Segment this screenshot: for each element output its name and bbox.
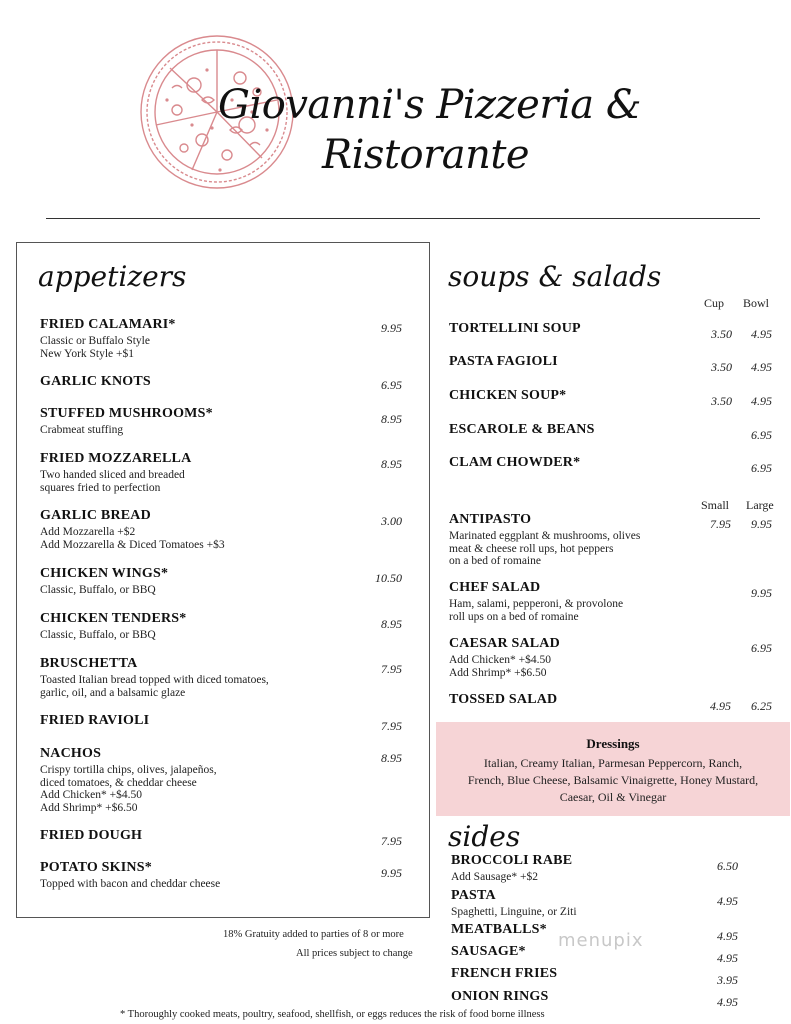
appetizer-description: squares fried to perfection — [40, 481, 161, 494]
appetizer-name: GARLIC KNOTS — [40, 374, 151, 389]
appetizer-description: Two handed sliced and breaded — [40, 469, 185, 481]
soup-name: TORTELLINI SOUP — [449, 321, 581, 336]
soup-bowl-price: 6.95 — [751, 461, 772, 475]
appetizer-description: Add Mozzarella +$2 — [40, 526, 136, 538]
side-description: Spaghetti, Linguine, or Ziti — [451, 906, 577, 918]
appetizer-price: 7.95 — [381, 662, 402, 676]
bowl-column-label: Bowl — [743, 296, 770, 310]
salad-large-price: 6.95 — [751, 641, 772, 655]
soup-name: CHICKEN SOUP* — [449, 388, 567, 403]
appetizer-name: BRUSCHETTA — [40, 656, 138, 671]
dressings-line: French, Blue Cheese, Balsamic Vinaigrette, Honey Mustard, — [467, 773, 759, 787]
prices-note: All prices subject to change — [296, 948, 413, 959]
header-divider — [46, 218, 760, 219]
side-price: 4.95 — [717, 995, 738, 1009]
appetizer-price: 7.95 — [381, 719, 402, 733]
appetizer-description: Classic or Buffalo Style — [40, 335, 150, 347]
side-price: 6.50 — [717, 859, 738, 873]
soup-name: ESCAROLE & BEANS — [449, 422, 595, 437]
side-name: SAUSAGE* — [451, 944, 526, 959]
soups-salads-heading: soups & salads — [448, 260, 662, 293]
appetizer-description: Topped with bacon and cheddar cheese — [40, 878, 221, 890]
appetizer-price: 6.95 — [381, 378, 402, 392]
appetizer-description: Toasted Italian bread topped with diced tomatoes, — [40, 674, 269, 686]
appetizer-description: Classic, Buffalo, or BBQ — [40, 629, 156, 641]
side-price: 4.95 — [717, 951, 738, 965]
salad-description: Ham, salami, pepperoni, & provolone — [449, 598, 624, 610]
soup-cup-price: 3.50 — [711, 360, 732, 374]
salad-description: on a bed of romaine — [449, 555, 541, 567]
sides-heading: sides — [448, 820, 521, 853]
appetizer-description: Add Mozzarella & Diced Tomatoes +$3 — [40, 538, 225, 551]
appetizer-name: FRIED DOUGH — [40, 828, 143, 843]
appetizer-price: 8.95 — [381, 751, 402, 765]
side-price: 4.95 — [717, 894, 738, 908]
dressings-title: Dressings — [586, 736, 640, 751]
appetizer-name: GARLIC BREAD — [40, 508, 151, 523]
salad-large-price: 9.95 — [751, 517, 772, 531]
appetizer-description: Add Shrimp* +$6.50 — [40, 801, 138, 814]
appetizer-price: 10.50 — [375, 571, 402, 585]
salad-small-price: 4.95 — [710, 699, 731, 713]
soup-bowl-price: 4.95 — [751, 394, 772, 408]
side-name: BROCCOLI RABE — [451, 853, 573, 868]
appetizer-name: FRIED CALAMARI* — [40, 317, 176, 332]
appetizer-description: Classic, Buffalo, or BBQ — [40, 584, 156, 596]
appetizer-name: FRIED MOZZARELLA — [40, 451, 192, 466]
side-name: PASTA — [451, 888, 496, 903]
restaurant-title-line1: Giovanni's Pizzeria & — [218, 82, 641, 128]
appetizer-name: POTATO SKINS* — [40, 860, 152, 875]
salad-name: CHEF SALAD — [449, 580, 541, 595]
salad-large-price: 9.95 — [751, 586, 772, 600]
cup-column-label: Cup — [704, 296, 725, 310]
soup-cup-price: 3.50 — [711, 327, 732, 341]
appetizers-heading: appetizers — [38, 260, 187, 293]
appetizer-price: 7.95 — [381, 834, 402, 848]
salad-large-price: 6.25 — [751, 699, 772, 713]
appetizer-name: FRIED RAVIOLI — [40, 713, 150, 728]
appetizer-description: diced tomatoes, & cheddar cheese — [40, 776, 197, 789]
soup-name: PASTA FAGIOLI — [449, 354, 558, 369]
appetizer-name: NACHOS — [40, 746, 102, 761]
food-safety-disclaimer: * Thoroughly cooked meats, poultry, seafood, shellfish, or eggs reduces the risk of food borne illness — [120, 1009, 545, 1020]
dressings-line: Italian, Creamy Italian, Parmesan Peppercorn, Ranch, — [483, 756, 743, 770]
small-column-label: Small — [701, 498, 730, 512]
salad-description: Add Chicken* +$4.50 — [449, 654, 551, 666]
appetizer-description: Add Chicken* +$4.50 — [40, 789, 142, 801]
appetizer-description: Crispy tortilla chips, olives, jalapeños, — [40, 764, 217, 776]
appetizer-name: CHICKEN TENDERS* — [40, 611, 187, 626]
large-column-label: Large — [746, 498, 774, 512]
appetizer-price: 8.95 — [381, 617, 402, 631]
side-name: ONION RINGS — [451, 989, 549, 1004]
soup-name: CLAM CHOWDER* — [449, 455, 581, 470]
appetizer-price: 3.00 — [381, 514, 402, 528]
side-name: MEATBALLS* — [451, 922, 547, 937]
appetizer-description: New York Style +$1 — [40, 347, 135, 360]
appetizer-price: 9.95 — [381, 321, 402, 335]
salad-name: CAESAR SALAD — [449, 636, 560, 651]
restaurant-title-line2: Ristorante — [322, 132, 530, 178]
dressings-line: Caesar, Oil & Vinegar — [559, 790, 667, 804]
appetizer-price: 8.95 — [381, 412, 402, 426]
appetizer-price: 8.95 — [381, 457, 402, 471]
salad-description: roll ups on a bed of romaine — [449, 610, 579, 623]
appetizer-description: Crabmeat stuffing — [40, 424, 124, 436]
menupix-watermark: menupix — [558, 930, 644, 951]
appetizer-name: CHICKEN WINGS* — [40, 566, 169, 581]
salad-name: TOSSED SALAD — [449, 692, 558, 707]
salad-description: Add Shrimp* +$6.50 — [449, 666, 547, 679]
soup-bowl-price: 4.95 — [751, 360, 772, 374]
salad-description: Marinated eggplant & mushrooms, olives — [449, 530, 641, 542]
side-name: FRENCH FRIES — [451, 966, 558, 981]
soup-bowl-price: 6.95 — [751, 428, 772, 442]
appetizer-description: garlic, oil, and a balsamic glaze — [40, 686, 186, 699]
salad-small-price: 7.95 — [710, 517, 731, 531]
side-price: 3.95 — [717, 973, 738, 987]
side-description: Add Sausage* +$2 — [451, 871, 538, 883]
appetizer-name: STUFFED MUSHROOMS* — [40, 406, 213, 421]
dressings-panel — [436, 722, 790, 816]
salad-description: meat & cheese roll ups, hot peppers — [449, 542, 614, 555]
salad-name: ANTIPASTO — [449, 512, 532, 527]
soup-bowl-price: 4.95 — [751, 327, 772, 341]
appetizer-price: 9.95 — [381, 866, 402, 880]
soup-cup-price: 3.50 — [711, 394, 732, 408]
side-price: 4.95 — [717, 929, 738, 943]
gratuity-note: 18% Gratuity added to parties of 8 or more — [223, 929, 404, 940]
